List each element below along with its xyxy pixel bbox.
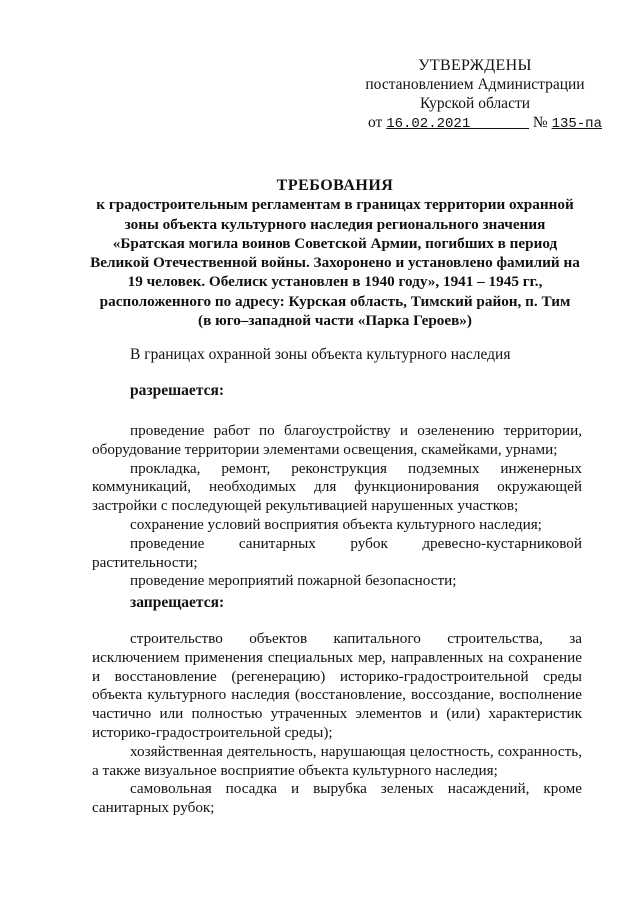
title-line: зоны объекта культурного наследия регионального значения [124, 215, 546, 233]
approval-stamp [360, 56, 602, 134]
approval-date-line [360, 113, 602, 134]
list-item: проведение мероприятий пожарной безопасности; [130, 572, 457, 590]
list-item: строительство объектов капитального строительства, за исключением применения специальных мер, направленных на сохранение и восстановление (регенерацию) историко-градостроительной среды объекта культурного наследия (восстановление, воссоздание, восполнение частично или полностью утраченных элементов и (или) характеристик историко-градостроительной среды); [92, 630, 582, 741]
intro-text: В границах охранной зоны объекта культурного наследия [130, 346, 511, 363]
approval-number: 135-па [551, 116, 602, 132]
list-item: проведение работ по благоустройству и озеленению территории, оборудование территории элементами освещения, скамейками, урнами; [92, 422, 582, 458]
list-item: хозяйственная деятельность, нарушающая целостность, сохранность, а также визуальное восприятие объекта культурного наследия; [92, 742, 582, 779]
approval-line-1: постановлением Администрации [365, 76, 585, 93]
list-item: сохранение условий восприятия объекта культурного наследия; [130, 515, 542, 533]
title-line: 19 человек. Обелиск установлен в 1940 году», 1941 – 1945 гг., [127, 273, 543, 291]
title-line: «Братская могила воинов Советской Армии, погибших в период [112, 234, 558, 252]
approval-heading: УТВЕРЖДЕНЫ [418, 57, 532, 74]
allowed-list [92, 422, 582, 591]
forbidden-label: запрещается: [130, 594, 225, 611]
number-prefix: № [532, 114, 548, 131]
list-item: проведение санитарных рубок древесно-кустарниковой растительности; [92, 534, 582, 571]
allowed-label: разрешается: [130, 382, 225, 399]
approval-line-2: Курской области [419, 95, 531, 112]
title-line: (в юго–западной части «Парка Героев») [198, 312, 472, 330]
date-prefix: от [368, 114, 383, 131]
list-item: самовольная посадка и вырубка зеленых насаждений, кроме санитарных рубок; [92, 780, 582, 817]
list-item: прокладка, ремонт, реконструкция подземных инженерных коммуникаций, необходимых для функционирования окружающей застройки с последующей рекультивацией нарушенных участков; [92, 459, 582, 515]
title-line: к градостроительным регламентам в границах территории охранной [96, 196, 574, 214]
date-underline-spacer [470, 116, 529, 132]
approval-date: 16.02.2021 [386, 116, 471, 132]
title-line: расположенного по адресу: Курская область, Тимский район, п. Тим [99, 292, 571, 310]
document-title: ТРЕБОВАНИЯ [276, 177, 394, 194]
title-line: Великой Отечественной войны. Захоронено и установлено фамилий на [90, 254, 580, 272]
document-title-block [70, 176, 600, 330]
forbidden-list [92, 630, 582, 818]
